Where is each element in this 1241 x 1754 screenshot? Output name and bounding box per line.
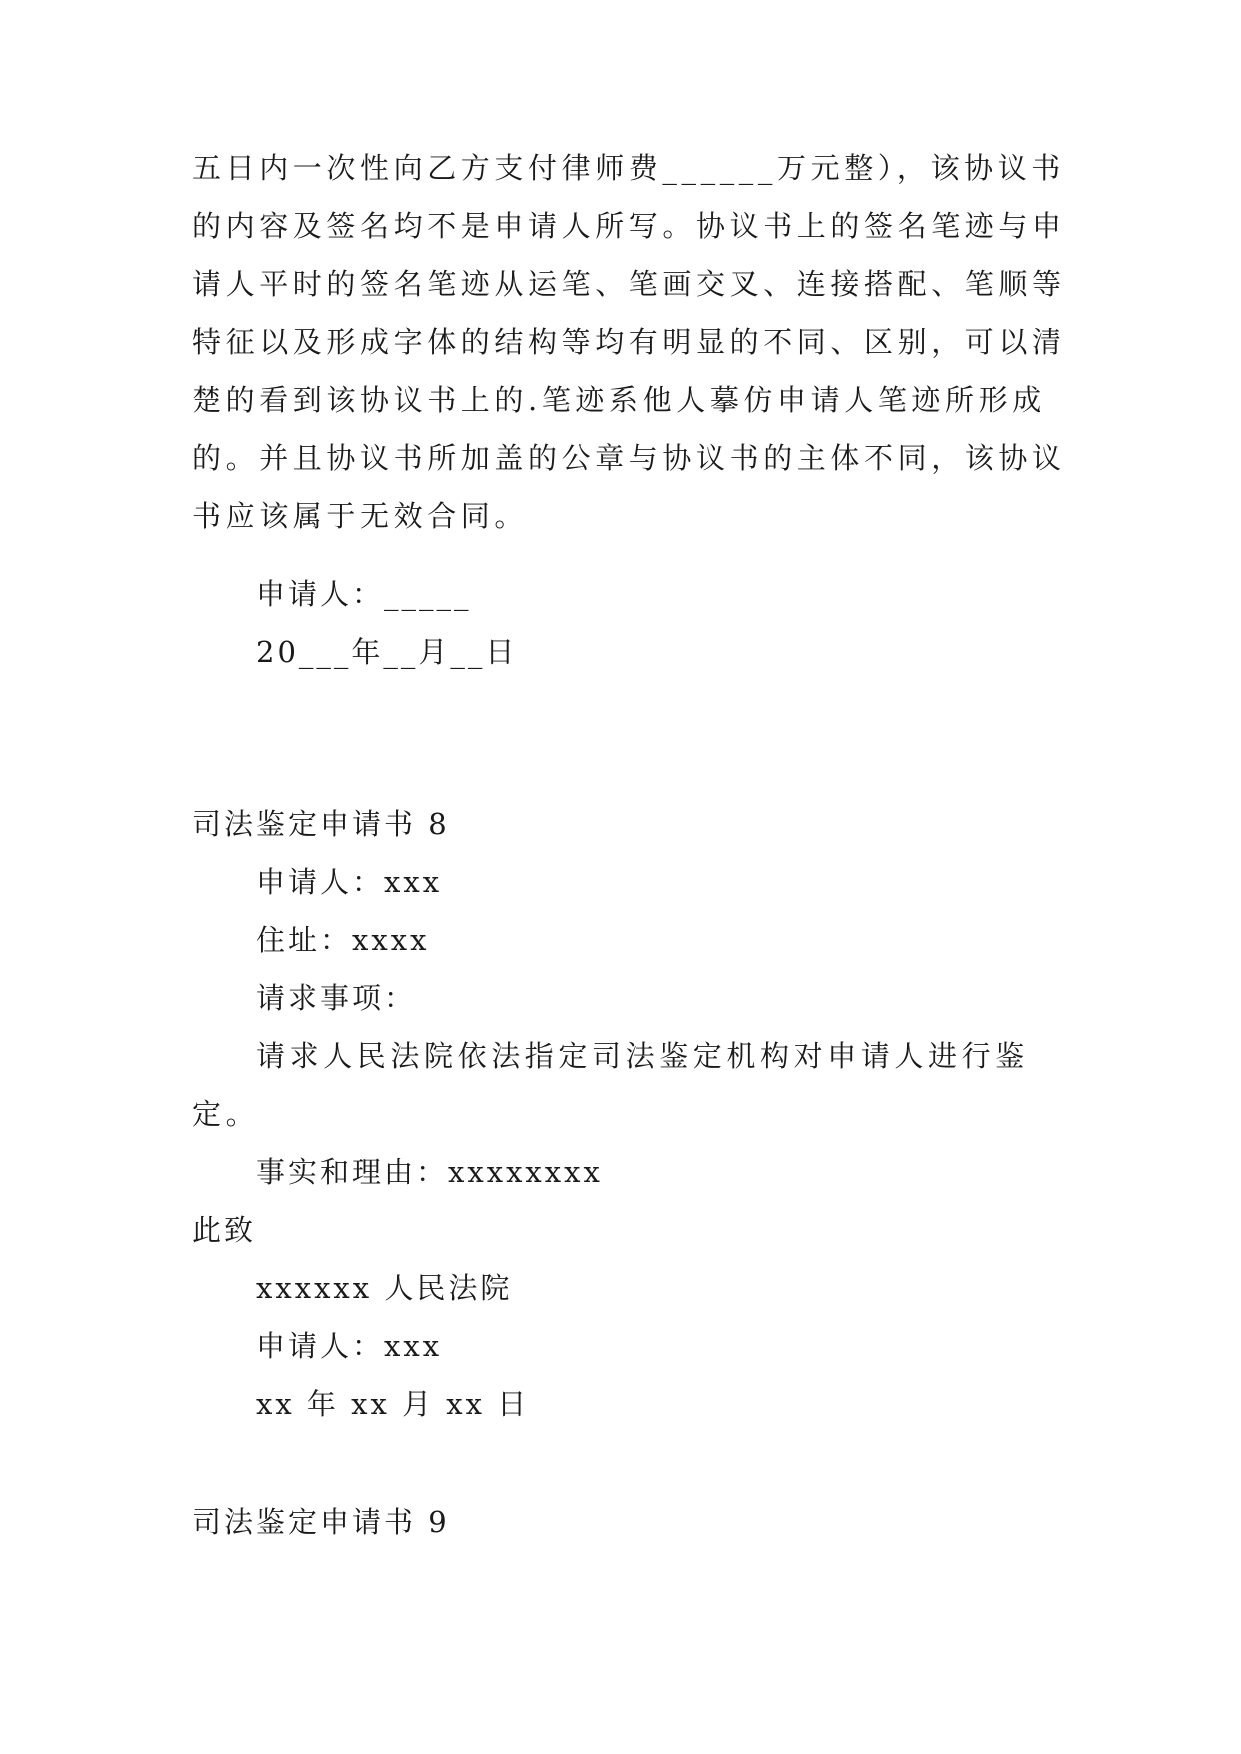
- request-text-continued: 定。: [192, 1097, 260, 1131]
- paragraph-line: 五日内一次性向乙方支付律师费______万元整），该协议书: [192, 151, 1065, 185]
- court-name: xxxxxx 人民法院: [256, 1271, 513, 1305]
- applicant-address: 住址：xxxx: [256, 923, 430, 957]
- salutation: 此致: [192, 1213, 257, 1247]
- section-title: 司法鉴定申请书 8: [192, 807, 450, 841]
- section-title: 司法鉴定申请书 9: [192, 1505, 450, 1539]
- request-text: 请求人民法院依法指定司法鉴定机构对申请人进行鉴: [256, 1039, 1029, 1073]
- signature-date: xx 年 xx 月 xx 日: [256, 1387, 530, 1421]
- paragraph-line: 请人平时的签名笔迹从运笔、笔画交叉、连接搭配、笔顺等: [192, 267, 1066, 301]
- facts-and-reasons: 事实和理由：xxxxxxxx: [256, 1155, 603, 1189]
- applicant-signature-line: 申请人：_____: [256, 577, 472, 611]
- applicant-signature: 申请人：xxx: [256, 1329, 443, 1363]
- paragraph-line: 的。并且协议书所加盖的公章与协议书的主体不同，该协议: [192, 441, 1066, 475]
- request-heading: 请求事项：: [256, 981, 417, 1015]
- paragraph-line: 的内容及签名均不是申请人所写。协议书上的签名笔迹与申: [192, 209, 1066, 243]
- paragraph-line: 书应该属于无效合同。: [192, 499, 529, 533]
- applicant-name: 申请人：xxx: [256, 865, 443, 899]
- date-line: 20___年__月__日: [256, 635, 518, 669]
- paragraph-line: 特征以及形成字体的结构等均有明显的不同、区别，可以清: [192, 325, 1066, 359]
- paragraph-line: 楚的看到该协议书上的.笔迹系他人摹仿申请人笔迹所形成: [192, 383, 1046, 417]
